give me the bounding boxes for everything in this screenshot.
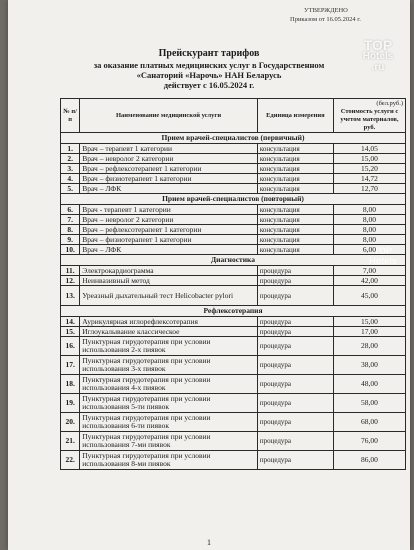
service-name: Электрокардиограмма	[80, 266, 258, 276]
table-row	[61, 174, 406, 184]
approval-line-2: Приказом от 16.05.2024 г.	[290, 16, 361, 23]
header-unit: Единица измерения	[257, 99, 333, 133]
table-row	[61, 413, 406, 432]
watermark-logo-2: TOP Hotels	[369, 246, 397, 266]
table-row	[61, 451, 406, 470]
service-cost: 8,00	[333, 235, 405, 245]
table-row	[61, 317, 406, 327]
service-cost: 42,00	[333, 276, 405, 286]
service-name: Пунктурная гирудотерапия при условии использования 2-х пиявок	[80, 337, 258, 356]
row-number: 7.	[61, 215, 80, 225]
service-name: Аурикулярная иглорефлексотерапия	[80, 317, 258, 327]
table-row	[61, 215, 406, 225]
service-unit: консультация	[257, 245, 333, 255]
row-number: 5.	[61, 184, 80, 194]
section-header-row	[61, 133, 406, 144]
table-row	[61, 164, 406, 174]
watermark-ru: .ru	[371, 62, 385, 73]
table-row	[61, 356, 406, 375]
table-row	[61, 337, 406, 356]
row-number: 19.	[61, 394, 80, 413]
service-name: Иглоукалывание классическое	[80, 327, 258, 337]
table-row	[61, 245, 406, 255]
service-cost: 38,00	[333, 356, 405, 375]
row-number: 10.	[61, 245, 80, 255]
section-title: Прием врачей-специалистов (повторный)	[61, 194, 406, 205]
service-name: Врач - терапевт 1 категории	[80, 205, 258, 215]
service-cost: 15,00	[333, 154, 405, 164]
service-name: Уреазный дыхательный тест Helicobacter pylori	[80, 286, 258, 306]
table-row	[61, 184, 406, 194]
table-row	[61, 266, 406, 276]
row-number: 2.	[61, 154, 80, 164]
service-cost: 15,00	[333, 317, 405, 327]
service-cost: 7,00	[333, 266, 405, 276]
row-number: 6.	[61, 205, 80, 215]
section-header-row	[61, 194, 406, 205]
service-unit: процедура	[257, 432, 333, 451]
row-number: 17.	[61, 356, 80, 375]
service-unit: консультация	[257, 184, 333, 194]
service-name: Пунктурная гирудотерапия при условии использования 4-х пиявок	[80, 375, 258, 394]
row-number: 13.	[61, 286, 80, 306]
service-cost: 58,00	[333, 394, 405, 413]
service-unit: процедура	[257, 337, 333, 356]
service-name: Пунктурная гирудотерапия при условии использования 8-ми пиявок	[80, 451, 258, 470]
section-title: Прием врачей-специалистов (первичный)	[61, 133, 406, 144]
table-row	[61, 276, 406, 286]
service-unit: процедура	[257, 286, 333, 306]
currency-note: (бел.руб.)	[376, 99, 403, 107]
service-cost: 45,00	[333, 286, 405, 306]
service-unit: консультация	[257, 154, 333, 164]
service-unit: консультация	[257, 205, 333, 215]
service-cost: 76,00	[333, 432, 405, 451]
row-number: 14.	[61, 317, 80, 327]
table-row	[61, 144, 406, 154]
row-number: 15.	[61, 327, 80, 337]
row-number: 20.	[61, 413, 80, 432]
service-unit: процедура	[257, 451, 333, 470]
row-number: 12.	[61, 276, 80, 286]
header-no: № п/п	[61, 99, 80, 133]
service-name: Пунктурная гирудотерапия при условии использования 3-х пиявок	[80, 356, 258, 375]
service-cost: 8,00	[333, 215, 405, 225]
service-name: Врач – невролог 2 категории	[80, 215, 258, 225]
service-name: Врач – невролог 2 категории	[80, 154, 258, 164]
header-cost	[333, 99, 405, 133]
table-row	[61, 286, 406, 306]
service-unit: консультация	[257, 235, 333, 245]
approval-line-1: УТВЕРЖДЕНО	[304, 7, 348, 14]
service-unit: процедура	[257, 327, 333, 337]
service-name: Врач – физиотерапевт 1 категории	[80, 235, 258, 245]
service-unit: процедура	[257, 394, 333, 413]
service-unit: процедура	[257, 317, 333, 327]
service-cost: 14,05	[333, 144, 405, 154]
table-row	[61, 394, 406, 413]
header-name: Наименование медицинской услуги	[80, 99, 258, 133]
service-unit: процедура	[257, 375, 333, 394]
service-name: Врач – рефлексотерапевт 1 категории	[80, 164, 258, 174]
service-unit: процедура	[257, 266, 333, 276]
page-number: 1	[207, 538, 211, 547]
service-name: Врач – ЛФК	[80, 184, 258, 194]
service-cost: 15,20	[333, 164, 405, 174]
row-number: 21.	[61, 432, 80, 451]
document-page	[8, 0, 410, 550]
row-number: 8.	[61, 225, 80, 235]
service-name: Врач – физиотерапевт 1 категории	[80, 174, 258, 184]
row-number: 4.	[61, 174, 80, 184]
row-number: 9.	[61, 235, 80, 245]
header-line-3: «Санаторий «Нарочь» НАН Беларусь	[136, 70, 282, 80]
service-cost: 8,00	[333, 225, 405, 235]
service-cost: 68,00	[333, 413, 405, 432]
document-title: Прейскурант тарифов	[158, 48, 260, 59]
service-unit: процедура	[257, 413, 333, 432]
table-row	[61, 154, 406, 164]
service-unit: консультация	[257, 225, 333, 235]
row-number: 16.	[61, 337, 80, 356]
service-unit: консультация	[257, 164, 333, 174]
row-number: 22.	[61, 451, 80, 470]
header-line-4: действует с 16.05.2024 г.	[163, 80, 255, 90]
service-name: Пунктурная гирудотерапия при условии использования 5-ти пиявок	[80, 394, 258, 413]
table-row	[61, 225, 406, 235]
price-table	[60, 98, 406, 470]
document-header	[8, 48, 410, 90]
row-number: 1.	[61, 144, 80, 154]
section-title: Рефлексотерапия	[61, 306, 406, 317]
service-unit: консультация	[257, 215, 333, 225]
service-cost: 8,00	[333, 205, 405, 215]
section-title: Диагностика	[61, 255, 406, 266]
service-cost: 28,00	[333, 337, 405, 356]
table-row	[61, 205, 406, 215]
service-unit: консультация	[257, 144, 333, 154]
table-row	[61, 327, 406, 337]
row-number: 18.	[61, 375, 80, 394]
service-cost: 48,00	[333, 375, 405, 394]
table-row	[61, 375, 406, 394]
table-row	[61, 235, 406, 245]
service-unit: процедура	[257, 276, 333, 286]
service-cost: 14,72	[333, 174, 405, 184]
row-number: 11.	[61, 266, 80, 276]
service-cost: 17,00	[333, 327, 405, 337]
service-cost: 6,00	[333, 245, 405, 255]
section-header-row	[61, 255, 406, 266]
service-unit: процедура	[257, 356, 333, 375]
service-name: Врач – терапевт 1 категории	[80, 144, 258, 154]
header-line-2: за оказание платных медицинских услуг в Государственном	[93, 60, 325, 70]
price-table-body	[61, 133, 406, 470]
header-cost-label: Стоимость услуги с учетом материалов, руб.	[340, 107, 399, 131]
section-header-row	[61, 306, 406, 317]
service-cost: 12,70	[333, 184, 405, 194]
service-unit: консультация	[257, 174, 333, 184]
service-cost: 86,00	[333, 451, 405, 470]
watermark-hotels: Hotels	[362, 51, 394, 62]
row-number: 3.	[61, 164, 80, 174]
table-row	[61, 432, 406, 451]
service-name: Врач – ЛФК	[80, 245, 258, 255]
service-name: Пунктурная гирудотерапия при условии использования 7-ми пиявок	[80, 432, 258, 451]
service-name: Пунктурная гирудотерапия при условии использования 6-ти пиявок	[80, 413, 258, 432]
service-name: Врач – рефлексотерапевт 1 категории	[80, 225, 258, 235]
approval-stamp	[290, 6, 408, 24]
service-name: Неинвазивный метод	[80, 276, 258, 286]
watermark-top: TOP	[363, 37, 393, 53]
